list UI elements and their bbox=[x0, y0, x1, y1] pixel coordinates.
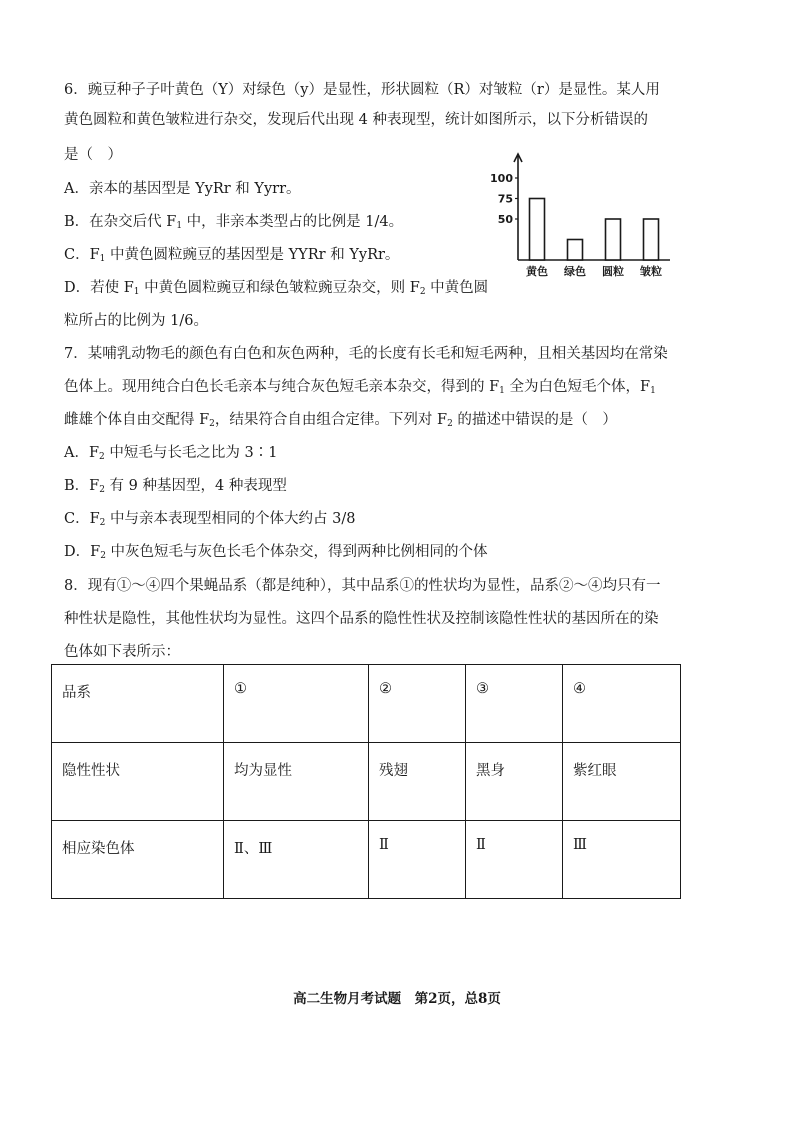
table-cell: 品系 bbox=[52, 665, 224, 743]
table-cell: Ⅱ bbox=[369, 821, 466, 899]
q6-stem-line-2: 黄色圆粒和黄色皱粒进行杂交，发现后代出现 4 种表现型，统计如图所示，以下分析错误的 bbox=[64, 112, 648, 128]
q7-option-c: C．$F_2$ 中与亲本表现型相同的个体大约占 3/8 bbox=[64, 511, 356, 528]
table-cell: 隐性性状 bbox=[52, 743, 224, 821]
q7-stem-line-2: 色体上。现用纯合白色长毛亲本与纯合灰色短毛亲本杂交，得到的 $F_1$ 全为白色短毛个体，$F_1$ bbox=[64, 379, 656, 396]
table-cell: 紫红眼 bbox=[563, 743, 681, 821]
q8-stem-line-3: 色体如下表所示： bbox=[64, 644, 180, 660]
bar bbox=[606, 219, 621, 260]
table-header-row bbox=[52, 665, 681, 743]
x-category-label: 皱粒 bbox=[640, 265, 662, 278]
table-cell: 黑身 bbox=[466, 743, 563, 821]
q6-stem-line-1: 6．豌豆种子子叶黄色（Y）对绿色（y）是显性，形状圆粒（R）对皱粒（r）是显性。某人用 bbox=[64, 82, 660, 98]
y-tick-label: 100 bbox=[490, 172, 513, 185]
fruitfly-strain-table bbox=[51, 664, 681, 899]
table-cell: 均为显性 bbox=[224, 743, 369, 821]
q8-stem-line-1: 8．现有①～④四个果蝇品系（都是纯种），其中品系①的性状均为显性，品系②～④均只有一 bbox=[64, 578, 661, 594]
q7-stem-line-1: 7．某哺乳动物毛的颜色有白色和灰色两种，毛的长度有长毛和短毛两种，且相关基因均在常染 bbox=[64, 346, 668, 362]
q6-option-b: B．在杂交后代 $F_1$ 中，非亲本类型占的比例是 1/4。 bbox=[64, 214, 404, 231]
page-footer: 高二生物月考试题 第2页，总8页 bbox=[293, 991, 501, 1007]
bar bbox=[530, 199, 545, 261]
bar bbox=[568, 240, 583, 261]
phenotype-bar-chart bbox=[478, 150, 678, 282]
y-tick-label: 75 bbox=[497, 192, 513, 206]
x-category-label: 绿色 bbox=[564, 265, 586, 278]
y-tick-label: 50 bbox=[497, 213, 513, 226]
table-row-chromosome bbox=[52, 821, 681, 899]
table-cell: 相应染色体 bbox=[52, 821, 224, 899]
table-cell: Ⅲ bbox=[563, 821, 681, 899]
q8-stem-line-2: 种性状是隐性，其他性状均为显性。这四个品系的隐性性状及控制该隐性性状的基因所在的染 bbox=[64, 611, 659, 627]
q6-option-c: C．$F_1$ 中黄色圆粒豌豆的基因型是 YYRr 和 YyRr。 bbox=[64, 247, 400, 264]
table-cell: ④ bbox=[563, 665, 681, 743]
q7-option-b: B．$F_2$ 有 9 种基因型，4 种表现型 bbox=[64, 478, 287, 495]
q7-option-a: A．$F_2$ 中短毛与长毛之比为 3∶1 bbox=[64, 445, 278, 462]
table-cell: Ⅱ bbox=[466, 821, 563, 899]
q6-option-a: A．亲本的基因型是 YyRr 和 Yyrr。 bbox=[64, 181, 301, 197]
q6-stem-line-3: 是（ ） bbox=[64, 147, 122, 163]
table-cell: Ⅱ、Ⅲ bbox=[224, 821, 369, 899]
q6-option-d-cont: 粒所占的比例为 1/6。 bbox=[64, 313, 208, 329]
x-category-label: 圆粒 bbox=[602, 265, 624, 278]
table-cell: ② bbox=[369, 665, 466, 743]
q7-stem-line-3: 雌雄个体自由交配得 $F_2$，结果符合自由组合定律。下列对 $F_2$ 的描述中错误的是（ ） bbox=[64, 412, 617, 429]
q6-option-d: D．若使 $F_1$ 中黄色圆粒豌豆和绿色皱粒豌豆杂交，则 $F_2$ 中黄色圆 bbox=[64, 280, 489, 297]
table-cell: 残翅 bbox=[369, 743, 466, 821]
table-cell: ③ bbox=[466, 665, 563, 743]
q7-option-d: D．$F_2$ 中灰色短毛与灰色长毛个体杂交，得到两种比例相同的个体 bbox=[64, 544, 488, 561]
x-category-label: 黄色 bbox=[526, 265, 548, 278]
table-row-recessive-trait bbox=[52, 743, 681, 821]
table-cell: ① bbox=[224, 665, 369, 743]
bar bbox=[644, 219, 659, 260]
